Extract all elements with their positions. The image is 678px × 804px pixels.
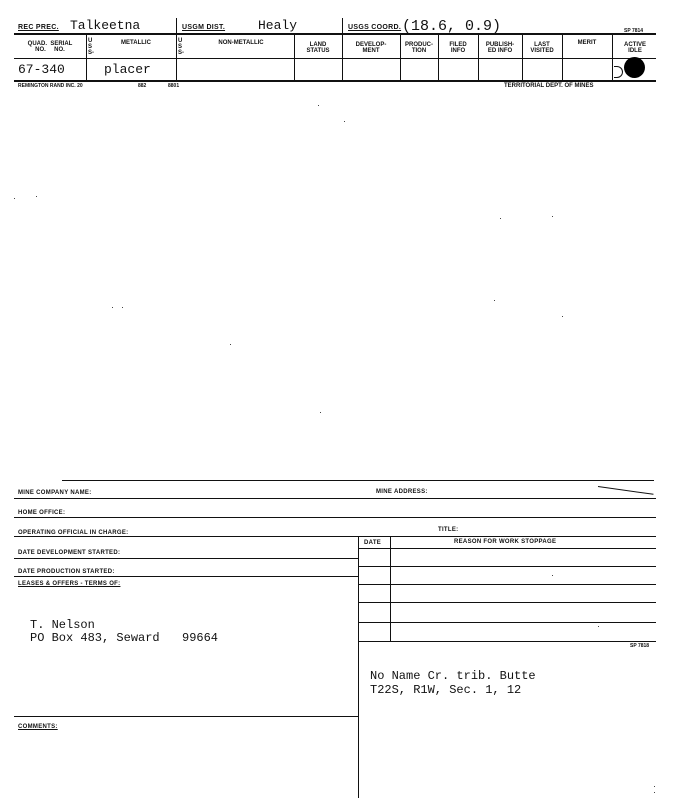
scan-speck: [654, 786, 655, 787]
form-number: SP 7814: [624, 28, 644, 34]
col-metallic: METALLIC: [121, 40, 151, 46]
col-divider: [400, 35, 401, 80]
table-rule: [358, 566, 656, 567]
card-top-edge: [62, 480, 654, 481]
quad-serial-value: 67-340: [18, 62, 65, 77]
usgs-dist-value: Healy: [258, 18, 298, 33]
col-divider: [562, 35, 563, 80]
printer-code-1: 882: [138, 83, 147, 89]
col-active-idle: ACTIVE IDLE: [623, 42, 646, 54]
rec-prec-label: REC PREC.: [18, 24, 59, 31]
col-quad-serial: QUAD. SERIAL NO. NO.: [27, 41, 73, 53]
col-land-status: LAND STATUS: [306, 42, 330, 54]
scan-speck: [122, 307, 123, 308]
mine-address-label: MINE ADDRESS:: [376, 489, 428, 495]
col-last-visited: LAST VISITED: [530, 42, 554, 54]
col-divider: [478, 35, 479, 80]
lessee-zip: 99664: [182, 631, 219, 645]
table-rule: [358, 584, 656, 585]
col-divider: [612, 35, 613, 80]
col-divider: [86, 35, 87, 80]
col-divider: [176, 35, 177, 80]
scan-speck: [344, 121, 345, 122]
col-filed-info: FILED INFO: [449, 42, 467, 54]
col-published-info: PUBLISH- ED INFO: [485, 42, 515, 54]
operating-official-label: OPERATING OFFICIAL IN CHARGE:: [18, 530, 129, 536]
col-non-metallic: NON-METALLIC: [218, 40, 264, 46]
home-office-label: HOME OFFICE:: [18, 510, 66, 516]
col-divider: [438, 35, 439, 80]
scan-speck: [112, 307, 113, 308]
comments-label: COMMENTS:: [18, 724, 58, 730]
table-rule: [358, 641, 656, 642]
location-line-2: T22S, R1W, Sec. 1, 12: [370, 683, 522, 697]
scan-speck: [552, 575, 553, 576]
column-rule: [14, 58, 656, 59]
scan-speck: [14, 198, 15, 199]
date-label: DATE: [364, 540, 382, 546]
rule: [14, 517, 656, 518]
col-development: DEVELOP- MENT: [355, 42, 387, 54]
col-divider: [294, 35, 295, 80]
table-rule: [358, 602, 656, 603]
rule: [14, 558, 358, 559]
location-line-1: No Name Cr. trib. Butte: [370, 669, 536, 683]
rule: [14, 498, 656, 499]
usgs-dist-label: USGM DIST.: [182, 24, 226, 31]
col-divider: [342, 35, 343, 80]
rule: [14, 576, 358, 577]
col-uss-1: U S S-: [88, 38, 94, 56]
scan-speck: [598, 626, 599, 627]
printer-mark: REMINGTON RAND INC. 20: [18, 83, 83, 89]
table-rule: [358, 548, 656, 549]
mine-company-label: MINE COMPANY NAME:: [18, 490, 92, 496]
printer-code-2: 8801: [168, 83, 180, 89]
title-label: TITLE:: [438, 527, 459, 533]
card-corner-edge: [598, 486, 654, 495]
date-production-label: DATE PRODUCTION STARTED:: [18, 569, 115, 575]
reason-label: REASON FOR WORK STOPPAGE: [454, 539, 557, 545]
table-divider: [390, 536, 391, 641]
date-development-label: DATE DEVELOPMENT STARTED:: [18, 550, 121, 556]
dept-mark: TERRITORIAL DEPT. OF MINES: [504, 83, 594, 89]
lessee-address: PO Box 483, Seward: [30, 631, 160, 645]
scan-speck: [318, 105, 319, 106]
row-rule: [14, 80, 656, 82]
scan-speck: [320, 412, 321, 413]
col-divider: [522, 35, 523, 80]
header-divider: [342, 18, 343, 33]
metallic-value: placer: [104, 62, 151, 77]
scan-speck: [494, 300, 495, 301]
scan-speck: [654, 792, 655, 793]
rec-prec-value: Talkeetna: [70, 18, 141, 33]
header-divider: [176, 18, 177, 33]
scan-speck: [562, 316, 563, 317]
scan-speck: [230, 344, 231, 345]
lessee-name: T. Nelson: [30, 618, 95, 632]
scan-speck: [552, 216, 553, 217]
col-merit: MERIT: [577, 40, 597, 46]
col-uss-2: U S S-: [178, 38, 184, 56]
rule: [14, 536, 656, 537]
card-divider: [358, 536, 359, 798]
rule: [14, 716, 358, 717]
scan-speck: [36, 196, 37, 197]
active-punch-dot: [624, 57, 645, 78]
col-production: PRODUC- TION: [405, 42, 433, 54]
leases-label: LEASES & OFFERS - TERMS OF:: [18, 581, 121, 587]
usgs-coord-label: USGS COORD.: [348, 24, 402, 31]
header-rule: [14, 33, 656, 35]
form-number-2: SP 7818: [630, 643, 650, 649]
scan-speck: [500, 218, 501, 219]
usgs-coord-value: (18.6, 0.9): [402, 18, 502, 35]
idle-punch-mark: [614, 66, 623, 78]
table-rule: [358, 622, 656, 623]
